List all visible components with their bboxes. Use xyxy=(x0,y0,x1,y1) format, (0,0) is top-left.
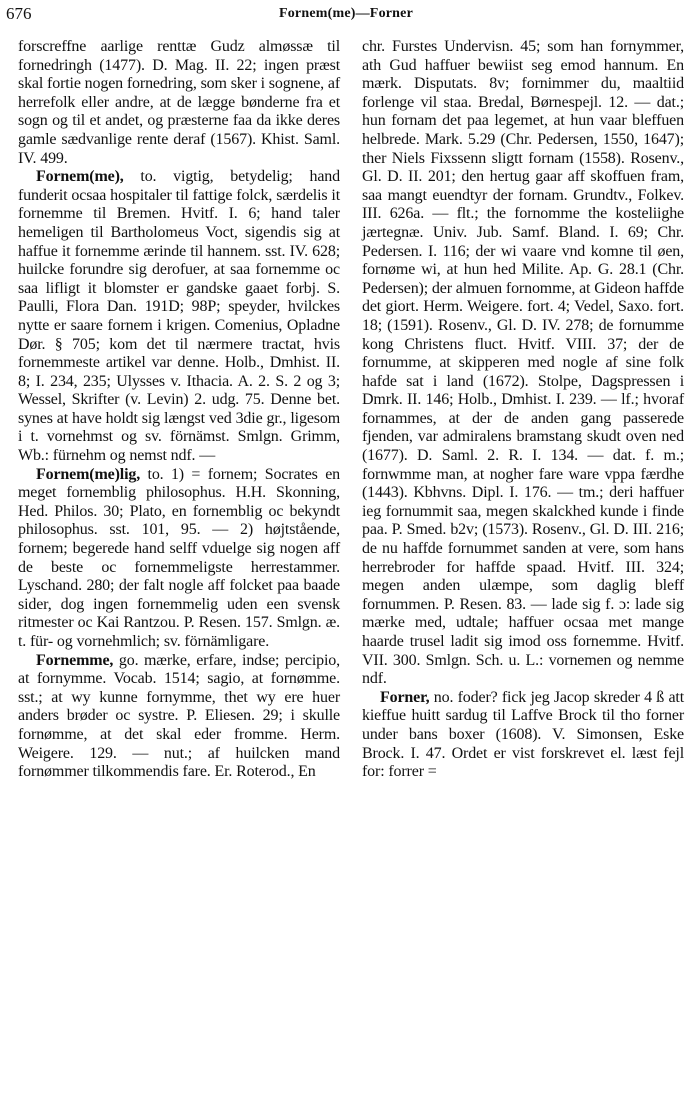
entry-text: to. vigtig, betydelig; hand funderit ocsaa hospitaler til fattige folck, særdelis it fornemme til Bremen. Hvitf. I. 6; hand taler hemeligen til Bartholomeus Voct, sigendis sig at haffue it fornemme ærinde til hannem. sst. IV. 628; huilcke forundre sig derofuer, at saa fornemme oc saa lifligt it blomster er gandske gaaet forbj. S. Paulli, Flora Dan. 191D; 98P; speyder, hvilckes nytte er saare fornem i krigen. Comenius, Opladne Dør. § 705; kom det til nærmere tractat, hvis fornemmeste artikel var denne. Holb., Dmhist. II. 8; I. 234, 235; Ulysses v. Ithacia. A. 2. S. 2 og 3; Wessel, Skrifter (v. Levin) 2. udg. 75. Denne bet. synes at have holdt sig længst ved 3die gr., ligesom i t. vornehmst og sv. förnämst. Smlgn. Grimm, Wb.: fürnehm og nemst ndf. — xyxy=(18,168,340,465)
entry-headword: Forner, xyxy=(380,688,430,706)
running-head: Fornem(me)—Forner xyxy=(278,6,413,21)
page-header xyxy=(6,4,686,28)
entry-forner xyxy=(362,689,684,782)
entry-continuation xyxy=(362,38,684,689)
entry-headword: Fornem(me), xyxy=(36,168,124,186)
entry-fornemme-verb xyxy=(18,652,340,782)
entry-text: no. foder? fick jeg Jacop skreder 4 ß att kieffue huitt sardug til Laffve Brock til tho forner under bans boxer (1608). V. Simonsen, Eske Brock. I. 47. Ordet er vist forskrevet el. læst fejl for: forrer = xyxy=(362,688,684,781)
entry-headword: Fornem(me)lig, xyxy=(36,465,141,483)
left-column xyxy=(18,38,340,782)
entry-continuation xyxy=(18,38,340,168)
entry-headword: Fornemme, xyxy=(36,651,114,669)
entry-text: go. mærke, erfare, indse; percipio, at fornymme. Vocab. 1514; sagio, at fornømme. sst.; at wy kunne fornymme, thet wy ere huer anders brøder oc systre. P. Eliesen. 29; i skulle fornømme, at det skal eder fromme. Herm. Weigere. 129. — nut.; af huilcken mand fornømmer tilkommendis fare. Er. Roterod., En xyxy=(18,651,340,781)
entry-text: forscreffne aarlige renttæ Gudz almøssæ til fornedringh (1477). D. Mag. II. 22; ingen præst skal fortie nogen fornedring, som sker i sognene, af herrefolk eller andre, at de lægge bønderne fra et sogn og til et andet, og præsterne faa da ikke deres gamle sædvanlige rente deraf (1567). Khist. Saml. IV. 499. xyxy=(18,38,340,167)
right-column xyxy=(362,38,684,782)
entry-text: chr. Furstes Undervisn. 45; som han fornymmer, ath Gud haffuer bewiist seg emod hannum. En mærk. Disputats. 8v; fornimmer du, maaltiid forlenge vil staa. Bredal, Børnespejl. 12. — dat.; hun fornam det paa legemet, at hun vaar bleffuen helbrede. Mark. 5.29 (Chr. Pedersen, 1550, 1647); ther Niels Fixssenn sligtt fornam (1558). Rosenv., Gl. D. II. 201; den hertug gaar aff skoffuen fram, saa mangt euendtyr der fornam. Grundtv., Folkev. III. 626a. — flt.; the fornomme the kosteliighe jærtegnæ. Univ. Jub. Samf. Bland. I. 69; Chr. Pedersen. I. 116; der wi vaare vnd komne til øen, fornøme wi, at hun hed Milite. Ap. G. 28.1 (Chr. Pedersen); der almuen fornomme, at Gideon haffde det giort. Herm. Weigere. fort. 4; Vedel, Saxo. fort. 18; (1591). Rosenv., Gl. D. IV. 278; de fornumme kong Christens fluct. Hvitf. VIII. 37; der de fornumme, at skipperen med nogle af sine folk hafde sat i land (1672). Stolpe, Dagspressen i Dmrk. II. 146; Holb., Dmhist. I. 239. — lf.; hvoraf fornammes, at der de anden gang passerede fjenden, var admiralens bramstang skudt oven ned (1677). D. Saml. 2. R. I. 134. — dat. f. m.; fornwmme man, at nogher fare ware vppa færdhe (1443). Kbhvns. Dipl. I. 176. — tm.; deri haffuer ieg fornummit saa, megen skalckhed kunde i finde paa. P. Smed. b2v; (1573). Rosenv., Gl. D. III. 216; de nu haffde fornummet sanden at vere, som hans herrebroder for haffde spaad. Hvitf. III. 324; megen anden ulæmpe, som daglig bleff fornummen. P. Resen. 83. — lade sig f. ɔ: lade sig mærke med, udtale; haffuer ocsaa met mange haarde trusel ladit sig imod oss fornemme. Hvitf. VII. 300. Smlgn. Sch. u. L.: vornemen og nemme ndf. xyxy=(362,38,684,688)
entry-fornemmelig xyxy=(18,466,340,652)
entry-fornemme-adj xyxy=(18,168,340,466)
page-number: 676 xyxy=(6,4,32,23)
entry-text: to. 1) = fornem; Socrates en meget fornemblig philosophus. H.H. Skonning, Hed. Philos. 30; Plato, en fornemblig oc bekyndt philosophus. sst. 101, 95. — 2) højtstående, fornem; begerede hand selff vduelge sig nogen aff de beste oc fornemmeligste herrestammer. Lyschand. 280; der falt nogle aff folcket paa baade sider, dog ingen fornemmelig uden een svensk ritmester oc Kai Rantzou. P. Resen. 157. Smlgn. æ. t. für- og vornehmlich; sv. förnämligare. xyxy=(18,465,340,650)
